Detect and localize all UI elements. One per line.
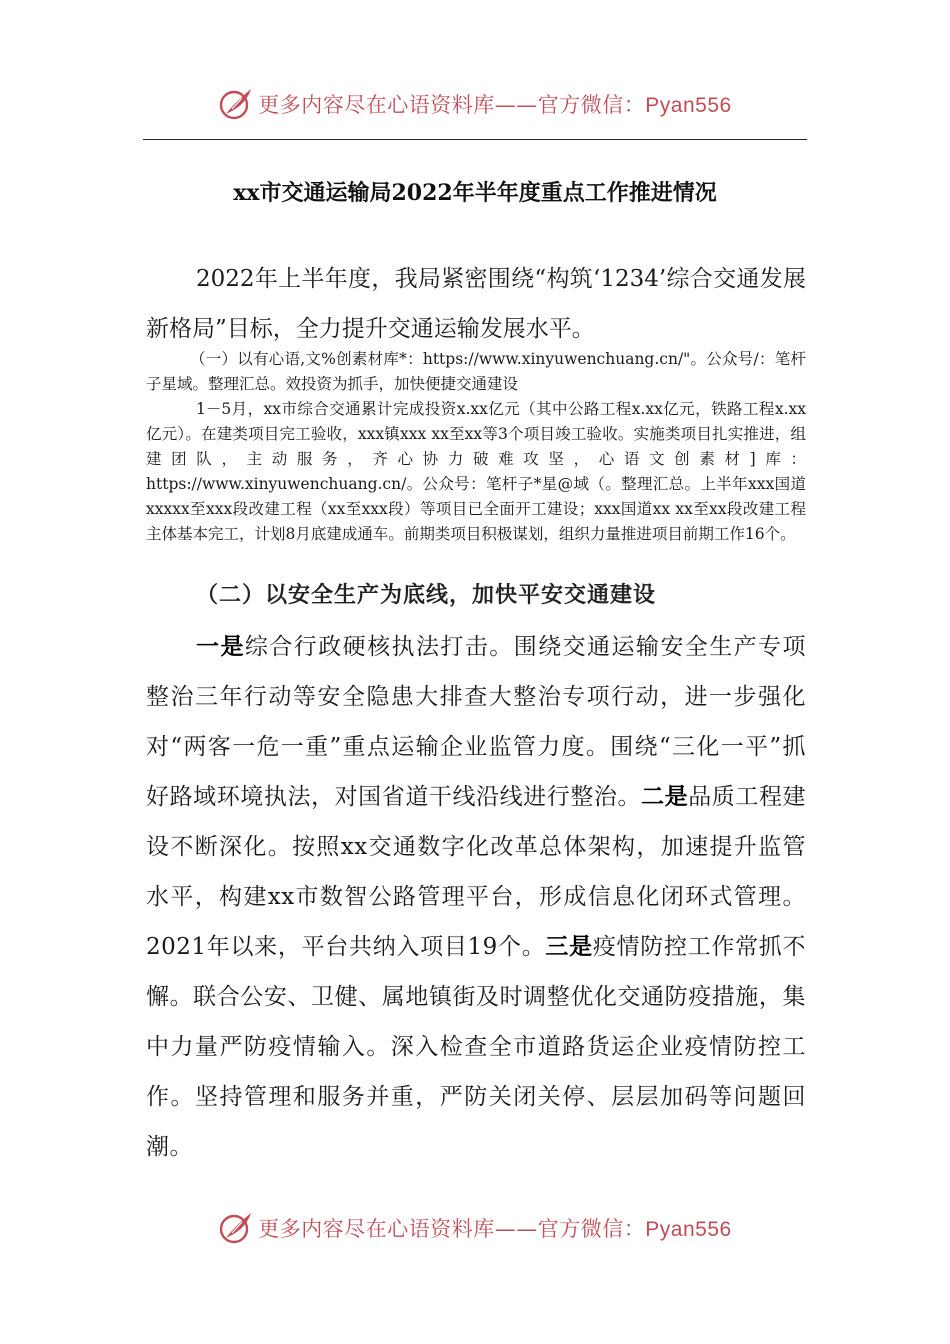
quill-pen-logo-icon <box>218 1210 254 1246</box>
section2-heading: （二）以安全生产为底线，加快平安交通建设 <box>196 582 657 608</box>
banner-slogan: 更多内容尽在心语资料库——官方微信： <box>258 93 646 117</box>
footer-watermark-banner <box>0 1208 950 1248</box>
banner-wechat-id: Pyan556 <box>645 94 732 117</box>
point-first: 综合行政硬核执法打击。围绕交通运输安全生产专项整治三年行动等安全隐患大排查大整治专项行动，进一步强化对“两客一危一重”重点运输企业监管力度。围绕“三化一平”抓好路域环境执法，对国省道干线沿线进行整治。 <box>146 634 806 810</box>
quill-pen-logo-icon <box>218 86 254 122</box>
header-watermark-banner <box>0 84 950 124</box>
banner-text <box>258 1213 731 1243</box>
banner-slogan: 更多内容尽在心语资料库——官方微信： <box>258 1217 646 1241</box>
banner-wechat-id: Pyan556 <box>645 1218 732 1241</box>
lead-second: 二是 <box>641 783 689 810</box>
header-divider <box>143 139 807 140</box>
section1-body: 1－5月，xx市综合交通累计完成投资x.xx亿元（其中公路工程x.xx亿元，铁路工程x.xx亿元）。在建类项目完工验收，xxx镇xxx xx至xx等3个项目竣工验收。实施类项目扎实推进，组建团队，主动服务，齐心协力破难攻坚，心语文创素材]库：https://www.xinyuwenchuang.cn/。公众号：笔杆子*星@域（。整理汇总。上半年xxx国道xxxxx至xxx段改建工程（xx至xxx段）等项目已全面开工建设；xxx国道xx xx至xx段改建工程主体基本完工，计划8月底建成通车。前期类项目积极谋划，组织力量推进项目前期工作16个。 <box>146 400 806 543</box>
lead-first: 一是 <box>196 633 245 660</box>
section2-body <box>146 622 806 1172</box>
intro-paragraph: 2022年上半年度，我局紧密围绕“构筑‘1234’综合交通发展新格局”目标，全力提升交通运输发展水平。 <box>146 266 806 342</box>
point-second: 品质工程建设不断深化。按照xx交通数字化改革总体架构，加速提升监管水平，构建xx市数智公路管理平台，形成信息化闭环式管理。2021年以来，平台共纳入项目19个。 <box>146 784 807 960</box>
document-title: xx市交通运输局2022年半年度重点工作推进情况 <box>233 180 717 206</box>
point-third: 疫情防控工作常抓不懈。联合公安、卫健、属地镇街及时调整优化交通防疫措施，集中力量严防疫情输入。深入检查全市道路货运企业疫情防控工作。坚持管理和服务并重，严防关闭关停、层层加码等问题回潮。 <box>146 934 807 1160</box>
lead-third: 三是 <box>545 933 593 960</box>
section1-heading: （一）以有心语,文%创素材库*：https://www.xinyuwenchuang.cn/"。公众号/：笔杆子星域。整理汇总。效投资为抓手，加快便捷交通建设 <box>146 350 806 393</box>
banner-text <box>258 89 731 119</box>
